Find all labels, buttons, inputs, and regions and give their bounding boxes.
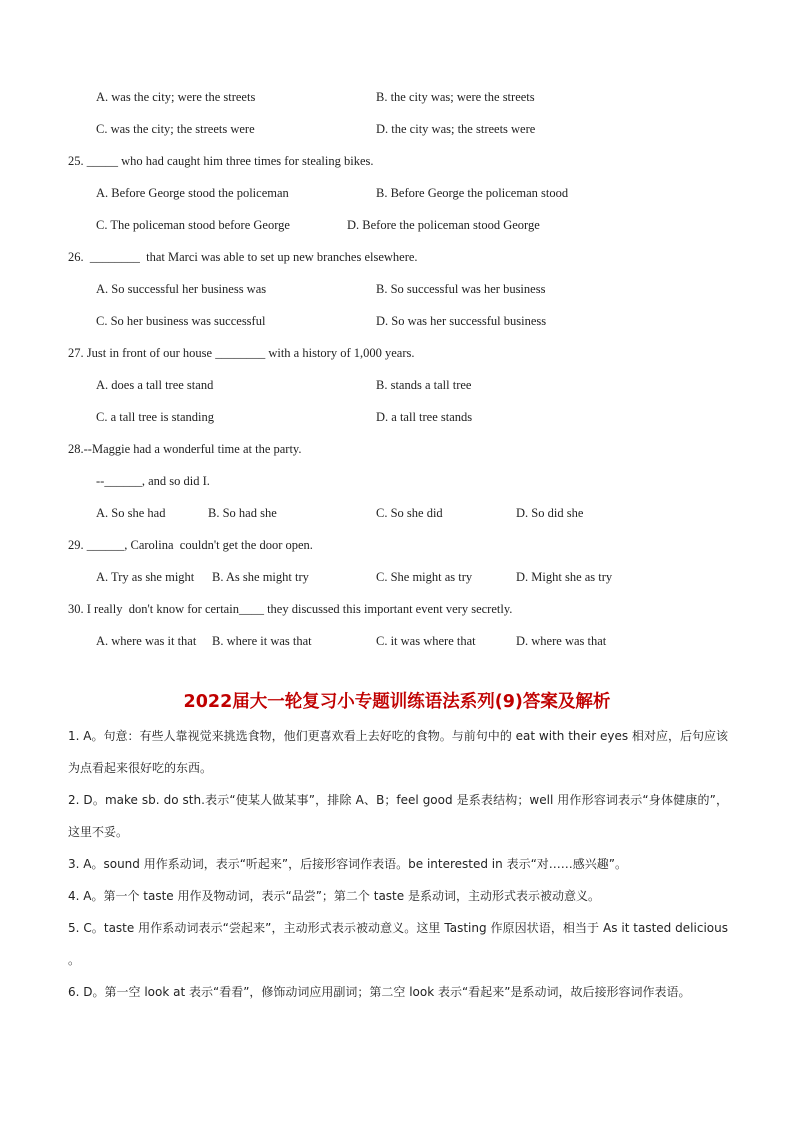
q30-option-d: D. where was that xyxy=(516,634,607,648)
q25-option-d: D. Before the policeman stood George xyxy=(347,218,540,232)
q26-option-d: D. So was her successful business xyxy=(376,314,547,328)
answer-explanation-2: 2. D。make sb. do sth.表示“使某人做某事”，排除 A、B；feel good 是系表结构；well 用作形容词表示“身体健康的”，这里不妥。 xyxy=(68,793,728,839)
answer-explanation-6: 6. D。第一空 look at 表示“看看”，修饰动词应用副词；第二空 look 表示“看起来”是系动词，故后接形容词作表语。 xyxy=(68,985,691,999)
q29-option-d: D. Might she as try xyxy=(516,570,613,584)
q28-option-a: A. So she had xyxy=(96,506,166,520)
q28-option-b: B. So had she xyxy=(208,506,277,520)
q30-option-c: C. it was where that xyxy=(376,634,476,648)
q28-stem: 28.--Maggie had a wonderful time at the party. xyxy=(68,442,302,456)
q27-option-a: A. does a tall tree stand xyxy=(96,378,214,392)
q29-option-a: A. Try as she might xyxy=(96,570,195,584)
q27-option-d: D. a tall tree stands xyxy=(376,410,473,424)
q25-option-b: B. Before George the policeman stood xyxy=(376,186,569,200)
q29-option-b: B. As she might try xyxy=(212,570,309,584)
q26-option-c: C. So her business was successful xyxy=(96,314,266,328)
answers-title: 2022届大一轮复习小专题训练语法系列(9)答案及解析 xyxy=(183,692,611,712)
q24-option-c: C. was the city; the streets were xyxy=(96,122,255,136)
q24-option-b: B. the city was; were the streets xyxy=(376,90,535,104)
q24-option-a: A. was the city; were the streets xyxy=(96,90,256,104)
answer-explanation-1: 1. A。句意：有些人靠视觉来挑选食物，他们更喜欢看上去好吃的食物。与前句中的 eat with their eyes 相对应，后句应该为点看起来很好吃的东西。 xyxy=(68,729,728,775)
q26-stem: 26. ________ that Marci was able to set up new branches elsewhere. xyxy=(68,250,418,264)
answer-explanation-5: 5. C。taste 用作系动词表示“尝起来”，主动形式表示被动意义。这里 Tasting 作原因状语，相当于 As it tasted delicious 。 xyxy=(68,921,728,967)
q26-option-b: B. So successful was her business xyxy=(376,282,546,296)
q25-option-a: A. Before George stood the policeman xyxy=(96,186,289,200)
q28-option-d: D. So did she xyxy=(516,506,584,520)
q30-option-a: A. where was it that xyxy=(96,634,197,648)
q27-option-b: B. stands a tall tree xyxy=(376,378,472,392)
q27-option-c: C. a tall tree is standing xyxy=(96,410,215,424)
q30-stem: 30. I really don't know for certain____ they discussed this important event very secretly. xyxy=(68,602,513,616)
q29-stem: 29. ______, Carolina couldn't get the door open. xyxy=(68,538,313,552)
answer-explanation-3: 3. A。sound 用作系动词，表示“听起来”，后接形容词作表语。be interested in 表示“对……感兴趣”。 xyxy=(68,857,627,871)
q28-option-c: C. So she did xyxy=(376,506,443,520)
q29-option-c: C. She might as try xyxy=(376,570,473,584)
q28-reply: --______, and so did I. xyxy=(96,474,210,488)
q30-option-b: B. where it was that xyxy=(212,634,312,648)
q25-stem: 25. _____ who had caught him three times for stealing bikes. xyxy=(68,154,374,168)
q26-option-a: A. So successful her business was xyxy=(96,282,267,296)
q27-stem: 27. Just in front of our house ________ with a history of 1,000 years. xyxy=(68,346,415,360)
q25-option-c: C. The policeman stood before George xyxy=(96,218,290,232)
answer-explanation-4: 4. A。第一个 taste 用作及物动词，表示“品尝”；第二个 taste 是系动词，主动形式表示被动意义。 xyxy=(68,889,600,903)
q24-option-d: D. the city was; the streets were xyxy=(376,122,536,136)
